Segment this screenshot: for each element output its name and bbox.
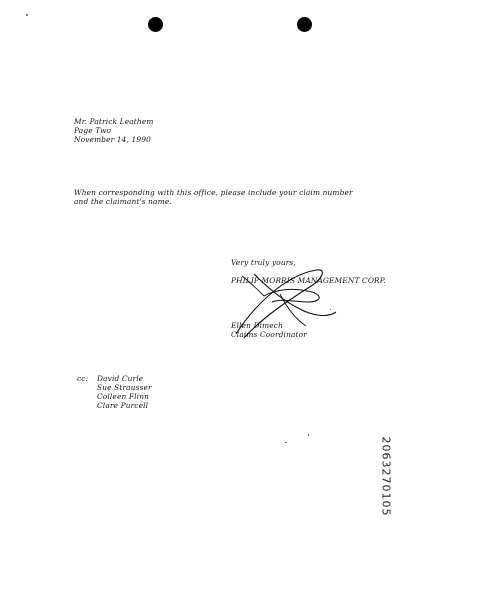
letter-date: November 14, 1990 — [74, 135, 151, 144]
company-name: PHILIP MORRIS MANAGEMENT CORP. — [231, 276, 386, 285]
signer-title: Claims Coordinator — [231, 330, 307, 339]
bates-number: 2063270105 — [379, 436, 393, 517]
cc-label: cc: — [77, 374, 89, 383]
cc-name: Sue Strausser — [97, 383, 152, 392]
page-number: Page Two — [74, 126, 112, 135]
scan-speck — [26, 14, 28, 16]
cc-name: Colleen Flinn — [97, 392, 150, 401]
signer-name: Ellen Dimech — [231, 321, 283, 330]
scan-speck — [308, 434, 309, 436]
punch-hole-left — [148, 17, 163, 32]
body-line-2: and the claimant's name. — [74, 197, 172, 206]
closing-salutation: Very truly yours, — [231, 258, 296, 267]
punch-hole-right — [297, 17, 312, 32]
recipient-name: Mr. Patrick Leathem — [74, 117, 154, 126]
scan-speck — [285, 442, 287, 443]
body-line-1: When corresponding with this office, please include your claim number — [74, 188, 353, 197]
cc-name: David Curle — [97, 374, 144, 383]
cc-name: Clare Purcell — [97, 401, 149, 410]
